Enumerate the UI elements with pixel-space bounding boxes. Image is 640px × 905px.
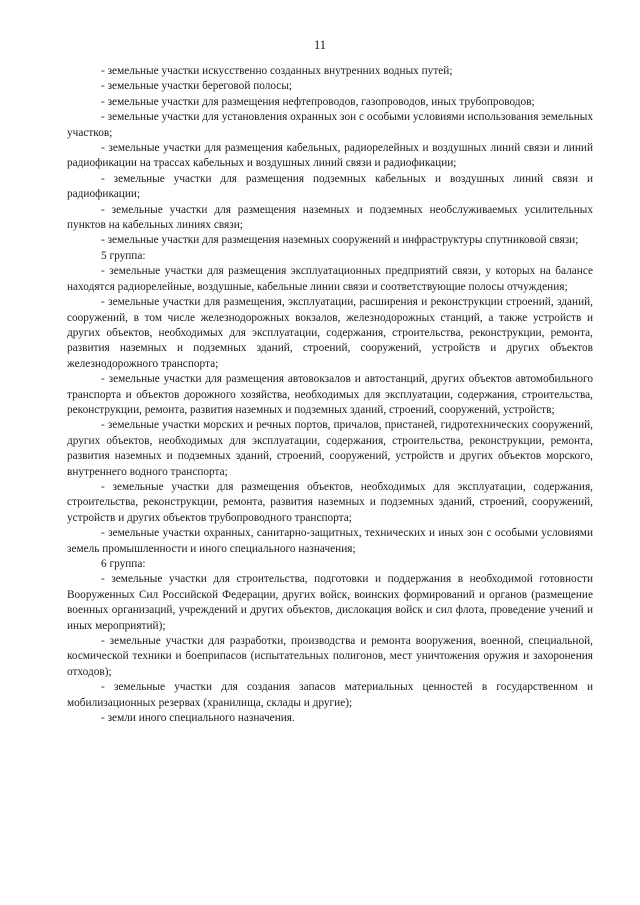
paragraph: - земельные участки для строительства, подготовки и поддержания в необходимой готовности Вооруженных Сил Российской Федерации, других войск, воинских формирований и органов (размещение военных организаций, учреждений и других объектов, дислокация войск и сил флота, проведение учений и иных мероприятий);: [67, 573, 593, 632]
paragraph: - земельные участки искусственно созданных внутренних водных путей;: [101, 65, 453, 77]
group-heading: 6 группа:: [101, 558, 146, 570]
paragraph: - земли иного специального назначения.: [101, 712, 295, 725]
paragraph: - земельные участки для размещения наземных и подземных необслуживаемых усилительных пунктов на кабельных линиях связи;: [67, 203, 593, 232]
page-number: 11: [313, 38, 327, 52]
paragraph: - земельные участки для размещения, эксплуатации, расширения и реконструкции строений, зданий, сооружений, в том числе железнодорожных вокзалов, железнодорожных станций, а также устройств и других объектов, необходимых для эксплуатации, содержания, строительства, реконструкции, ремонта, развития наземных и подземных зданий, строений, сооружений, устройств и других объектов железнодорожного транспорта;: [67, 296, 593, 370]
paragraph: - земельные участки морских и речных портов, причалов, пристаней, гидротехнических сооружений, других объектов, необходимых для эксплуатации, содержания, строительства, реконструкции, ремонта, развития наземных и подземных зданий, строений, сооружений, устройств и других объектов морского, внутреннего водного транспорта;: [67, 419, 593, 478]
paragraph: - земельные участки охранных, санитарно-защитных, технических и иных зон с особыми условиями земель промышленности и иного специального назначения;: [67, 527, 593, 555]
paragraph: - земельные участки для размещения кабельных, радиорелейных и воздушных линий связи и линий радиофикации на трассах кабельных и воздушных линий связи и радиофикации;: [67, 142, 593, 170]
paragraph: - земельные участки для установления охранных зон с особыми условиями использования земельных участков;: [67, 111, 593, 139]
paragraph: - земельные участки для размещения объектов, необходимых для эксплуатации, содержания, строительства, реконструкции, ремонта, развития наземных и подземных зданий, строений, сооружений, устройств и других объектов трубопроводного транспорта;: [67, 480, 593, 524]
paragraph: - земельные участки для размещения нефтепроводов, газопроводов, иных трубопроводов;: [101, 95, 535, 108]
paragraph: - земельные участки береговой полосы;: [101, 80, 293, 93]
paragraph: - земельные участки для размещения подземных кабельных и воздушных линий связи и радиофикации;: [67, 172, 593, 201]
group-heading: 5 группа:: [101, 249, 146, 262]
paragraph: - земельные участки для создания запасов материальных ценностей в государственном и мобилизационных резервах (хранилища, склады и другие);: [67, 681, 593, 709]
paragraph: - земельные участки для размещения эксплуатационных предприятий связи, у которых на балансе находятся радиорелейные, воздушные, кабельные линии связи и соответствующие полосы отчуждения;: [67, 265, 593, 293]
paragraph: - земельные участки для разработки, производства и ремонта вооружения, военной, специальной, космической техники и боеприпасов (испытательных полигонов, мест уничтожения оружия и захоронения отходов);: [67, 635, 593, 678]
document-body: [67, 64, 593, 726]
paragraph: - земельные участки для размещения наземных сооружений и инфраструктуры спутниковой связи;: [101, 234, 579, 247]
paragraph: - земельные участки для размещения автовокзалов и автостанций, других объектов автомобильного транспорта и объектов дорожного хозяйства, необходимых для эксплуатации, содержания, строительства, реконструкции, ремонта, развития наземных и подземных зданий, строений, сооружений, устройств;: [67, 373, 593, 416]
